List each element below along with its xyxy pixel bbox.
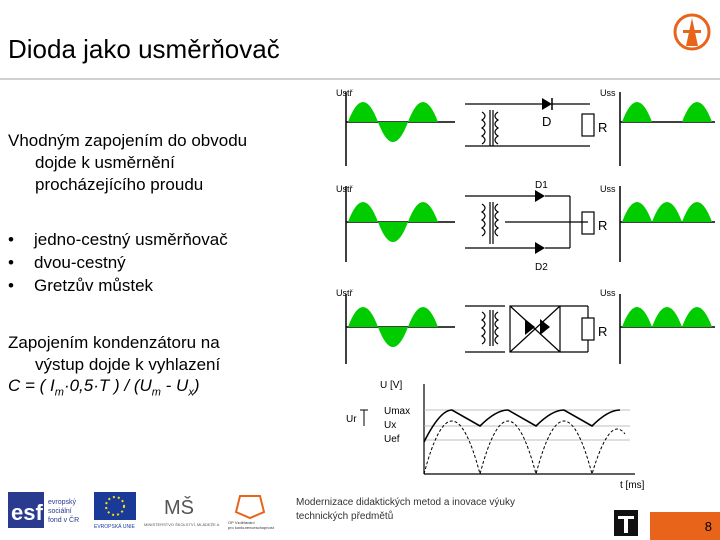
x-axis-label: t [ms]: [620, 480, 645, 491]
footer-text: [296, 496, 556, 524]
svg-text:pro konkurenceschopnost: pro konkurenceschopnost: [228, 525, 274, 530]
intro-line: dojde k usměrnění: [35, 153, 175, 172]
list-item: • Gretzův můstek: [8, 274, 228, 297]
intro-line: procházejícího proudu: [35, 175, 204, 194]
output-voltage-label: Uss: [600, 184, 616, 194]
diode-label: D: [542, 114, 552, 129]
svg-text:esf: esf: [11, 500, 43, 525]
full-wave-row: [336, 180, 715, 273]
opvk-logo: [224, 490, 280, 530]
intro-text: [8, 130, 328, 196]
svg-text:MINISTERSTVO ŠKOLSTVÍ, MLÁDEŽE: MINISTERSTVO ŠKOLSTVÍ, MLÁDEŽE A: [144, 522, 220, 527]
list-item: • jedno-cestný usměrňovač: [8, 228, 228, 251]
msmt-logo-icon: [142, 490, 220, 530]
capacitor-text: [8, 332, 338, 376]
diode-2-label: D2: [535, 262, 548, 273]
list-item: • dvou-cestný: [8, 251, 228, 274]
resistor-label: R: [598, 218, 608, 233]
bridge-row: [336, 288, 715, 364]
ripple-label: Ur: [346, 414, 357, 425]
esf-logo-icon: [8, 490, 88, 530]
msmt-logo: [142, 490, 220, 530]
svg-text:MŠ: MŠ: [164, 497, 194, 519]
resistor-label: R: [598, 120, 608, 135]
footer-line: Modernizace didaktických metod a inovace výuky: [296, 497, 515, 508]
title-divider: [0, 78, 720, 80]
capacitance-formula: C = ( $I_m\cdot 0,5\cdot T$ ) / $(U_m - U_x)$: [8, 376, 200, 399]
university-logo-icon: [672, 10, 712, 52]
input-voltage-label: Ustř: [336, 184, 353, 194]
output-voltage-label: Uss: [600, 88, 616, 98]
y-axis-label: U [V]: [380, 380, 403, 391]
esf-logo: [8, 490, 88, 530]
umax-label: Umax: [384, 406, 411, 417]
footer-line: technických předmětů: [296, 511, 394, 522]
capacitor-line: Zapojením kondenzátoru na: [8, 333, 220, 352]
resistor-label: R: [598, 324, 608, 339]
svg-text:EVROPSKÁ UNIE: EVROPSKÁ UNIE: [94, 524, 135, 530]
eu-flag-icon: [92, 490, 138, 530]
slide-title: Dioda jako usměrňovač: [8, 34, 280, 64]
uef-label: Uef: [384, 434, 400, 445]
svg-text:fond v ČR: fond v ČR: [48, 517, 80, 524]
input-voltage-label: Ustř: [336, 288, 353, 298]
rectifier-types-list: [8, 228, 228, 297]
svg-text:sociální: sociální: [48, 508, 72, 515]
capacitor-line: výstup dojde k vyhlazení: [35, 355, 221, 374]
half-wave-row: [336, 88, 715, 166]
intro-line: Vhodným zapojením do obvodu: [8, 131, 248, 150]
faculty-logo-icon: [612, 508, 640, 538]
opvk-logo-icon: [224, 490, 280, 530]
eu-logo: [92, 490, 138, 530]
ux-label: Ux: [384, 420, 397, 431]
input-voltage-label: Ustř: [336, 88, 353, 98]
svg-text:evropský: evropský: [48, 499, 77, 506]
diode-1-label: D1: [535, 180, 548, 191]
page-number: 8: [650, 512, 720, 540]
rectifier-circuits-diagram: [330, 84, 720, 374]
smoothing-graph: [340, 374, 660, 494]
output-voltage-label: Uss: [600, 288, 616, 298]
svg-text:OP Vzdělávání: OP Vzdělávání: [228, 520, 255, 525]
